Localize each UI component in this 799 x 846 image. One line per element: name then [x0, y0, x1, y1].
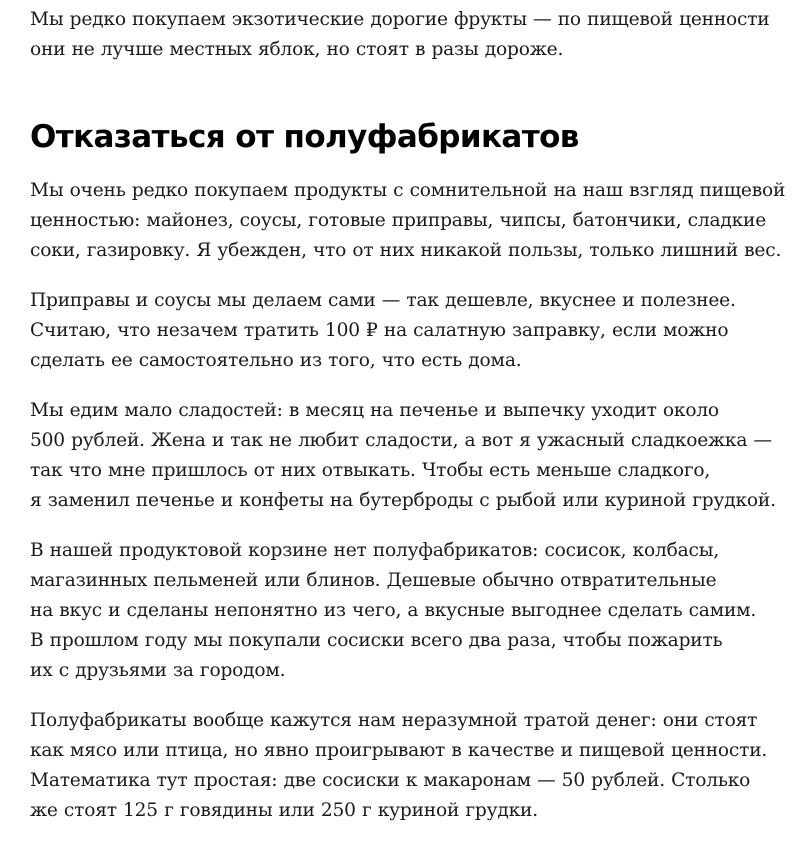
text-line: их с друзьями за городом. — [30, 660, 286, 681]
text-line: соки, газировку. Я убежден, что от них никакой пользы, только лишний вес. — [30, 240, 782, 261]
text-line: В нашей продуктовой корзине нет полуфабрикатов: сосисок, колбасы, — [30, 540, 720, 561]
text-line: так что мне пришлось от них отвыкать. Чтобы есть меньше сладкого, — [30, 460, 711, 481]
text-line: 500 рублей. Жена и так не любит сладости, а вот я ужасный сладкоежка — — [30, 430, 772, 451]
section-heading: Отказаться от полуфабрикатов — [30, 119, 579, 155]
text-line: Приправы и соусы мы делаем сами — так дешевле, вкуснее и полезнее. — [30, 290, 736, 311]
paragraph — [30, 286, 775, 376]
paragraph — [30, 396, 775, 516]
article-body — [30, 5, 786, 846]
text-line: как мясо или птица, но явно проигрывают в качестве и пищевой ценности. — [30, 740, 768, 761]
paragraph — [30, 176, 786, 266]
text-line: Мы очень редко покупаем продукты с сомнительной на наш взгляд пищевой — [30, 180, 786, 201]
text-line: Математика тут простая: две сосиски к макаронам — 50 рублей. Столько — [30, 770, 751, 791]
text-line: Мы едим мало сладостей: в месяц на печенье и выпечку уходит около — [30, 400, 719, 421]
intro-paragraph — [30, 5, 775, 65]
text-line: Считаю, что незачем тратить 100 ₽ на салатную заправку, если можно — [30, 320, 729, 341]
text-line: магазинных пельменей или блинов. Дешевые обычно отвратительные — [30, 570, 717, 591]
text-line: Мы редко покупаем экзотические дорогие фрукты — по пищевой ценности — [30, 9, 770, 30]
text-line: же стоят 125 г говядины или 250 г куриной грудки. — [30, 800, 538, 821]
text-line: сделать ее самостоятельно из того, что есть дома. — [30, 350, 522, 371]
text-line: Полуфабрикаты вообще кажутся нам неразумной тратой денег: они стоят — [30, 710, 758, 731]
text-line: на вкус и сделаны непонятно из чего, а вкусные выгоднее сделать самим. — [30, 600, 757, 621]
text-line: В прошлом году мы покупали сосиски всего два раза, чтобы пожарить — [30, 630, 723, 651]
text-line: они не лучше местных яблок, но стоят в разы дороже. — [30, 39, 564, 60]
text-line: ценностью: майонез, соусы, готовые приправы, чипсы, батончики, сладкие — [30, 210, 767, 231]
text-line: я заменил печенье и конфеты на бутерброды с рыбой или куриной грудкой. — [30, 490, 776, 511]
paragraph — [30, 706, 775, 826]
paragraph — [30, 536, 775, 686]
